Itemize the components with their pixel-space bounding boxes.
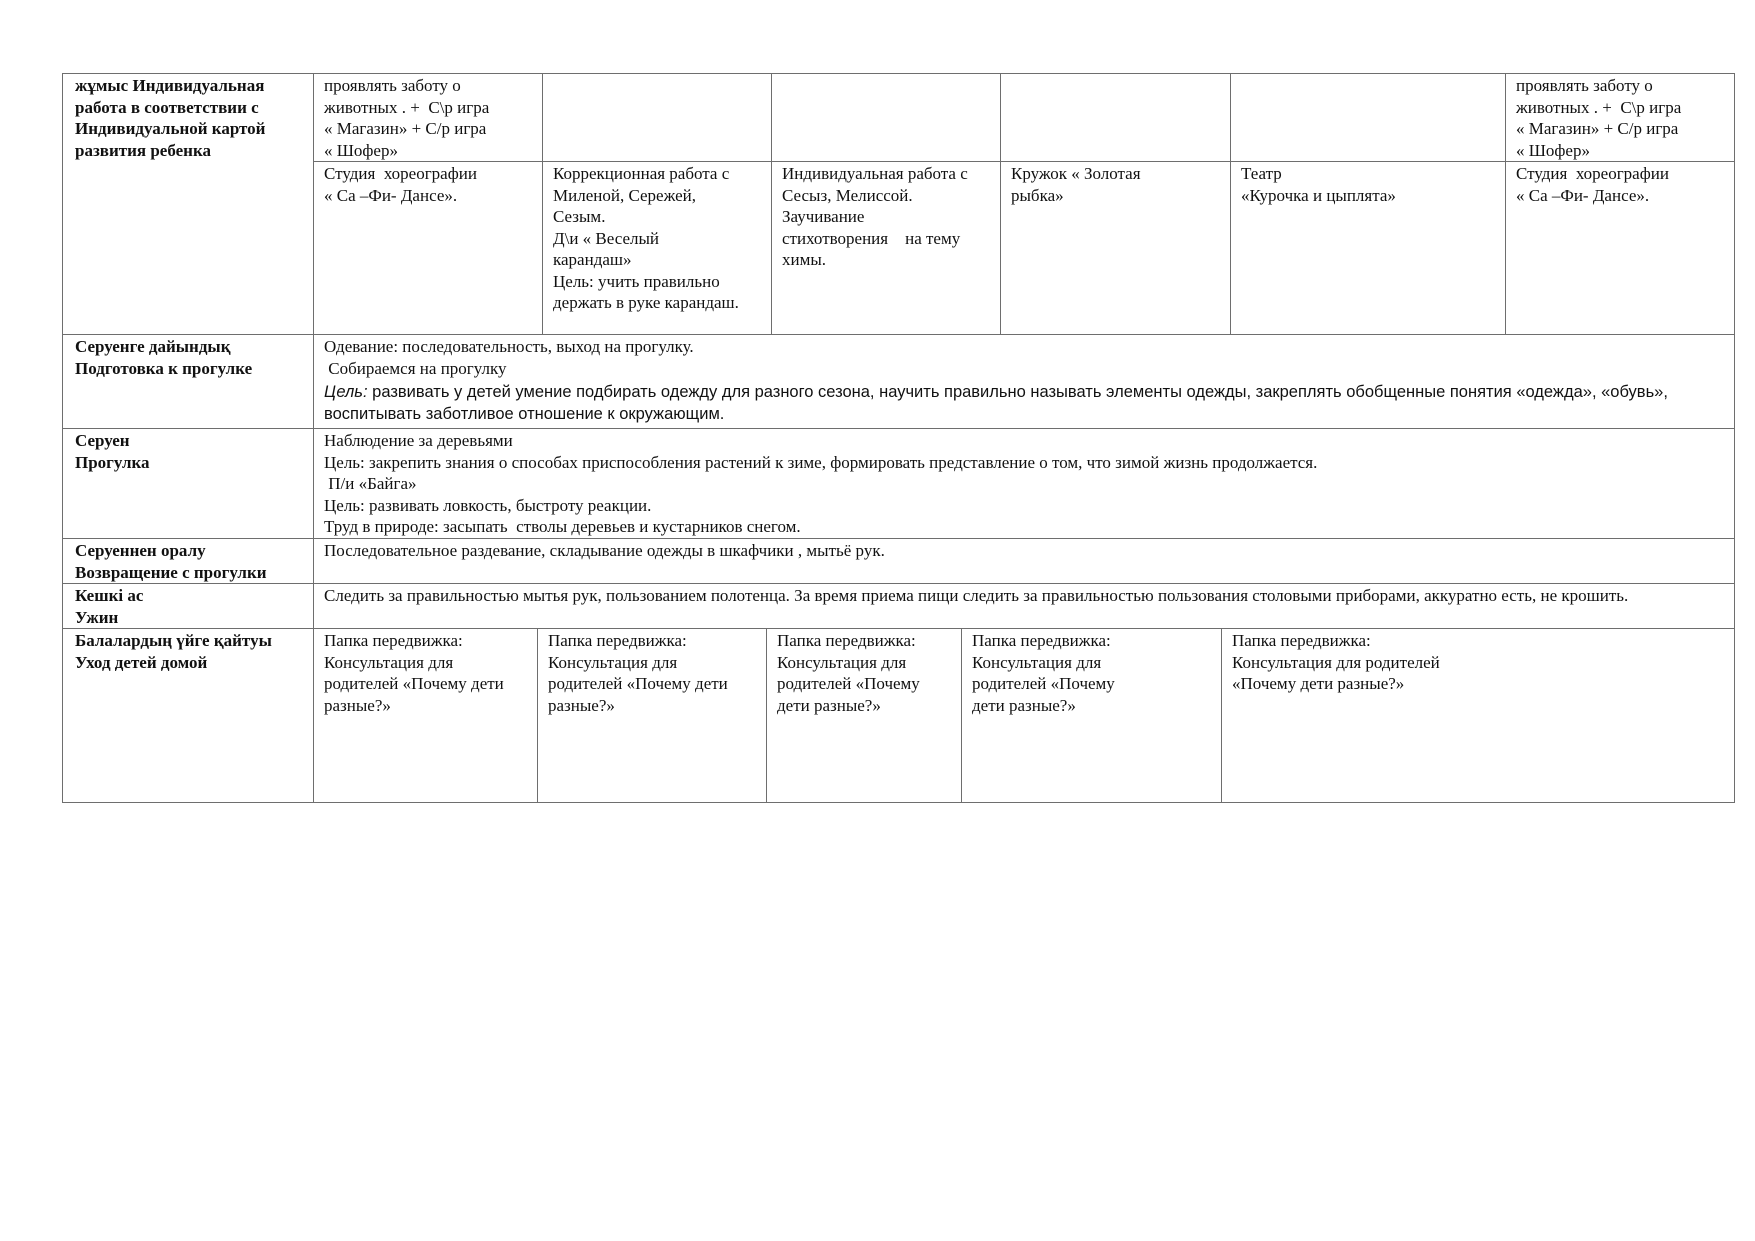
walk-line: Цель: развивать ловкость, быстроту реакции.	[324, 495, 652, 515]
walk-line: П/и «Байга»	[324, 474, 417, 493]
row-label-return	[63, 539, 314, 584]
cell-home-wed	[767, 629, 962, 803]
cell-line: родителей «Почему дети	[324, 674, 504, 693]
row-label-prep	[63, 335, 314, 429]
cell-line: Сесыз, Мелиссой.	[782, 185, 913, 205]
prep-line: Одевание: последовательность, выход на прогулку.	[324, 337, 694, 356]
label-ru-line: работа в соответствии с	[75, 97, 259, 117]
label-ru: Уход детей домой	[75, 652, 208, 672]
table-row	[63, 584, 1735, 629]
cell-line: разные?»	[548, 695, 615, 715]
row-label-dinner	[63, 584, 314, 629]
cell-individual-bottom-tue	[543, 162, 772, 335]
cell-line: Индивидуальная работа с	[782, 164, 968, 183]
cell-line: Папка передвижка:	[1232, 631, 1371, 650]
table-row	[63, 74, 1735, 162]
walk-line: Труд в природе: засыпать стволы деревьев и кустарников снегом.	[324, 517, 801, 536]
cell-line: Папка передвижка:	[548, 631, 687, 650]
cell-dinner-content	[314, 584, 1735, 629]
cell-line: родителей «Почему	[972, 674, 1115, 693]
label-kk: Серуен	[75, 431, 130, 450]
cell-line: проявлять заботу о	[324, 76, 461, 95]
cell-line: « Магазин» + С/р игра	[1516, 119, 1679, 138]
cell-line: Консультация для	[324, 652, 454, 672]
cell-line: Консультация для	[548, 652, 678, 672]
row-label-home	[63, 629, 314, 803]
cell-home-thu	[962, 629, 1222, 803]
dinner-text: Следить за правильностью мытья рук, пользованием полотенца. За время приема пищи следить за правильностью пользования столовыми приборами, аккуратно есть, не крошить.	[324, 586, 1629, 605]
label-ru: Прогулка	[75, 452, 150, 472]
cell-line: Студия хореографии	[324, 164, 477, 183]
row-label-individual	[63, 74, 314, 335]
prep-line: Собираемся на прогулку	[324, 358, 507, 378]
cell-individual-bottom-mon	[314, 162, 543, 335]
label-kk: Балалардың үйге қайтуы	[75, 631, 272, 650]
cell-individual-bottom-fri	[1231, 162, 1506, 335]
label-ru: Ужин	[75, 607, 119, 627]
cell-individual-top-wed	[772, 74, 1001, 162]
cell-individual-top-fri	[1231, 74, 1506, 162]
walk-line: Наблюдение за деревьями	[324, 431, 513, 450]
label-ru: Возвращение с прогулки	[75, 562, 267, 582]
cell-walk-content	[314, 429, 1735, 539]
cell-line: « Шофер»	[1516, 140, 1590, 160]
daily-schedule-table	[62, 73, 1735, 803]
walk-line: Цель: закрепить знания о способах приспособления растений к зиме, формировать представление о том, что зимой жизнь продолжается.	[324, 452, 1318, 472]
cell-line: рыбка»	[1011, 185, 1064, 205]
label-kk: Серуенге дайындық	[75, 337, 231, 356]
cell-line: химы.	[782, 250, 827, 269]
cell-return-content	[314, 539, 1735, 584]
cell-line: проявлять заботу о	[1516, 76, 1653, 95]
cell-individual-top-extra	[1506, 74, 1735, 162]
cell-home-fri	[1222, 629, 1735, 803]
cell-line: Консультация для родителей	[1232, 652, 1440, 672]
cell-line: Консультация для	[777, 652, 907, 672]
goal-text: развивать у детей умение подбирать одежду для разного сезона, научить правильно называть элементы одежды, закреплять обобщенные понятия «одежда», «обувь», воспитывать заботливое отношение к окружающим.	[324, 383, 1668, 423]
cell-individual-bottom-extra	[1506, 162, 1735, 335]
cell-line: родителей «Почему дети	[548, 674, 728, 693]
cell-line: стихотворения на тему	[782, 228, 961, 248]
cell-line: дети разные?»	[972, 695, 1076, 715]
label-ru-line: Индивидуальной картой	[75, 119, 266, 138]
cell-line: Кружок « Золотая	[1011, 164, 1141, 183]
cell-line: Заучивание	[782, 207, 865, 226]
label-ru: Подготовка к прогулке	[75, 358, 253, 378]
cell-individual-top-tue	[543, 74, 772, 162]
cell-line: Цель: учить правильно	[553, 271, 720, 291]
cell-line: дети разные?»	[777, 695, 881, 715]
label-kk: Серуеннен оралу	[75, 541, 206, 560]
cell-line: Папка передвижка:	[972, 631, 1111, 650]
cell-line: животных . + С\р игра	[1516, 97, 1682, 117]
cell-individual-top-thu	[1001, 74, 1231, 162]
cell-line: « Шофер»	[324, 140, 398, 160]
cell-line: Консультация для	[972, 652, 1102, 672]
cell-line: Миленой, Сережей,	[553, 185, 696, 205]
cell-line: «Курочка и цыплята»	[1241, 185, 1396, 205]
cell-line: Сезым.	[553, 207, 606, 226]
label-kk: жұмыс Индивидуальная	[75, 76, 265, 95]
table-row	[63, 162, 1735, 335]
cell-line: « Са –Фи- Дансе».	[1516, 185, 1650, 205]
table-row	[63, 429, 1735, 539]
cell-line: Д\и « Веселый	[553, 228, 660, 248]
cell-home-tue	[538, 629, 767, 803]
label-kk: Кешкі ас	[75, 586, 144, 605]
goal-label: Цель:	[324, 383, 368, 401]
cell-prep-content	[314, 335, 1735, 429]
table-row	[63, 629, 1735, 803]
cell-individual-top-mon	[314, 74, 543, 162]
table-row	[63, 335, 1735, 429]
row-label-walk	[63, 429, 314, 539]
cell-individual-bottom-thu	[1001, 162, 1231, 335]
cell-line: « Магазин» + С/р игра	[324, 119, 487, 138]
cell-line: родителей «Почему	[777, 674, 920, 693]
table-row	[63, 539, 1735, 584]
cell-line: Театр	[1241, 164, 1282, 183]
return-text: Последовательное раздевание, складывание одежды в шкафчики , мытьё рук.	[324, 541, 885, 560]
cell-line: Папка передвижка:	[324, 631, 463, 650]
cell-line: разные?»	[324, 695, 391, 715]
cell-home-mon	[314, 629, 538, 803]
cell-line: держать в руке карандаш.	[553, 293, 739, 312]
cell-line: Коррекционная работа с	[553, 164, 730, 183]
prep-goal	[324, 382, 1724, 425]
cell-line: животных . + С\р игра	[324, 97, 490, 117]
label-ru-line: развития ребенка	[75, 140, 212, 160]
cell-line: Папка передвижка:	[777, 631, 916, 650]
cell-individual-bottom-wed	[772, 162, 1001, 335]
cell-line: карандаш»	[553, 250, 632, 269]
cell-line: « Са –Фи- Дансе».	[324, 185, 458, 205]
cell-line: «Почему дети разные?»	[1232, 674, 1405, 693]
cell-line: Студия хореографии	[1516, 164, 1669, 183]
